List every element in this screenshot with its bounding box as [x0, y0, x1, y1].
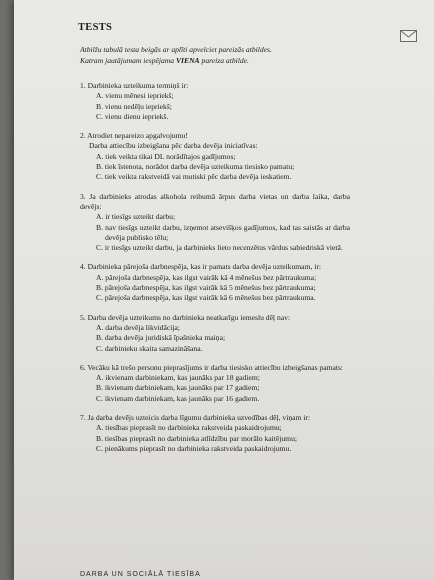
answer-option: C. darbinieku skaita samazināšana.: [96, 343, 203, 353]
instructions-line-1: Atbilžu tabulā testa beigās ar aplīti apvelciet pareizās atbildes.: [80, 45, 272, 54]
answer-option: B. tiesības pieprasīt no darbinieka atlīdzību par morālo kaitējumu;: [96, 433, 297, 443]
answer-option: B. pārejoša darbnespēja, kas ilgst vairāk kā 5 mēnešus bez pārtraukuma;: [96, 283, 316, 293]
question-text: 3. Ja darbinieks atrodas alkohola reibumā ārpus darba vietas un darba laika, darba devējs:: [80, 191, 350, 211]
answer-option: A. tiesības pieprasīt no darbinieka rakstveida paskaidrojumu;: [96, 423, 282, 433]
question-subtext: Darba attiecību izbeigšana pēc darba devēja iniciatīvas:: [89, 141, 258, 151]
answer-option: C. tiek veikta rakstveidā vai mutiski pēc darba devēja ieskatiem.: [96, 172, 292, 182]
question: [80, 413, 350, 454]
envelope-icon: [400, 30, 417, 42]
emphasis-word: VIENA: [175, 55, 200, 65]
question-list: [80, 81, 350, 454]
answer-option: A. darba devēja likvidācija;: [96, 322, 180, 332]
question: [80, 131, 350, 182]
answer-options: [80, 152, 350, 183]
question-text: 1. Darbinieka uzteikuma termiņš ir:: [80, 81, 189, 90]
answer-option: C. ikvienam darbiniekam, kas jaunāks par 16 gadiem.: [96, 393, 260, 403]
answer-option: A. vienu mēnesi iepriekš;: [96, 91, 174, 101]
test-content: [80, 22, 350, 463]
answer-option: C. ir tiesīgs uzteikt darbu, ja darbinieks lieto necenzētus vārdus sabiedriskā vietā.: [96, 243, 343, 253]
answer-option: B. vienu nedēļu iepriekš;: [96, 101, 172, 111]
answer-option: A. ikvienam darbiniekam, kas jaunāks par 18 gadiem;: [96, 373, 260, 383]
answer-options: [80, 91, 350, 122]
answer-option: C. vienu dienu iepriekš.: [96, 111, 169, 121]
answer-option: A. ir tiesīgs uzteikt darbu;: [96, 212, 176, 222]
question: [80, 363, 350, 404]
question-text: 6. Vecāku kā trešo personu pieprasījums ir darba tiesisko attiecību izbeigšanas pamats:: [80, 362, 344, 372]
question-text: 2. Atrodiet nepareizo apgalvojumu!: [80, 131, 188, 141]
question: [80, 81, 350, 122]
question: [80, 262, 350, 303]
answer-options: [80, 323, 350, 354]
answer-option: A. pārejoša darbnespēja, kas ilgst vairāk kā 4 mēnešus bez pārtraukuma;: [96, 272, 317, 282]
answer-option: B. tiek īstenota, norādot darba devēja uzteikuma tiesisko pamatu;: [96, 162, 295, 172]
answer-option: B. nav tiesīgs uzteikt darbu, izņemot atsevišķos gadījumos, kad tas saistās ar darba devēja publisko tēlu;: [96, 222, 350, 242]
question-text: 4. Darbinieka pārejoša darbnespēja, kas ir pamats darba devēja uzteikumam, ir:: [80, 262, 322, 272]
question: [80, 313, 350, 354]
question-text: 5. Darba devēja uzteikums no darbinieka neatkarīgu iemeslu dēļ nav:: [80, 312, 291, 322]
answer-option: C. pārejoša darbnespēja, kas ilgst vairāk kā 6 mēnešus bez pārtraukuma.: [96, 293, 316, 303]
page-footer: DARBA UN SOCIĀLĀ TIESĪBA: [80, 571, 201, 578]
instructions-line-2: Katram jautājumam iespējama VIENA pareiza atbilde.: [80, 55, 249, 65]
instructions: [80, 45, 350, 66]
answer-options: [80, 273, 350, 304]
answer-options: [80, 373, 350, 404]
answer-option: B. ikvienam darbiniekam, kas jaunāks par 17 gadiem;: [96, 383, 260, 393]
question-text: 7. Ja darba devējs uzteicis darba līgumu darbinieka uzvedības dēļ, viņam ir:: [80, 413, 311, 423]
page-title: TESTS: [78, 22, 113, 33]
answer-option: A. tiek veikta tikai DL norādītajos gadījumos;: [96, 151, 236, 161]
answer-option: B. darba devēja juridiskā īpašnieka maiņa;: [96, 333, 226, 343]
document-page: [14, 0, 434, 580]
answer-option: C. pienākums pieprasīt no darbinieka rakstveida paskaidrojumu.: [96, 443, 292, 453]
answer-options: [80, 423, 350, 454]
answer-options: [80, 212, 350, 253]
question: [80, 192, 350, 254]
